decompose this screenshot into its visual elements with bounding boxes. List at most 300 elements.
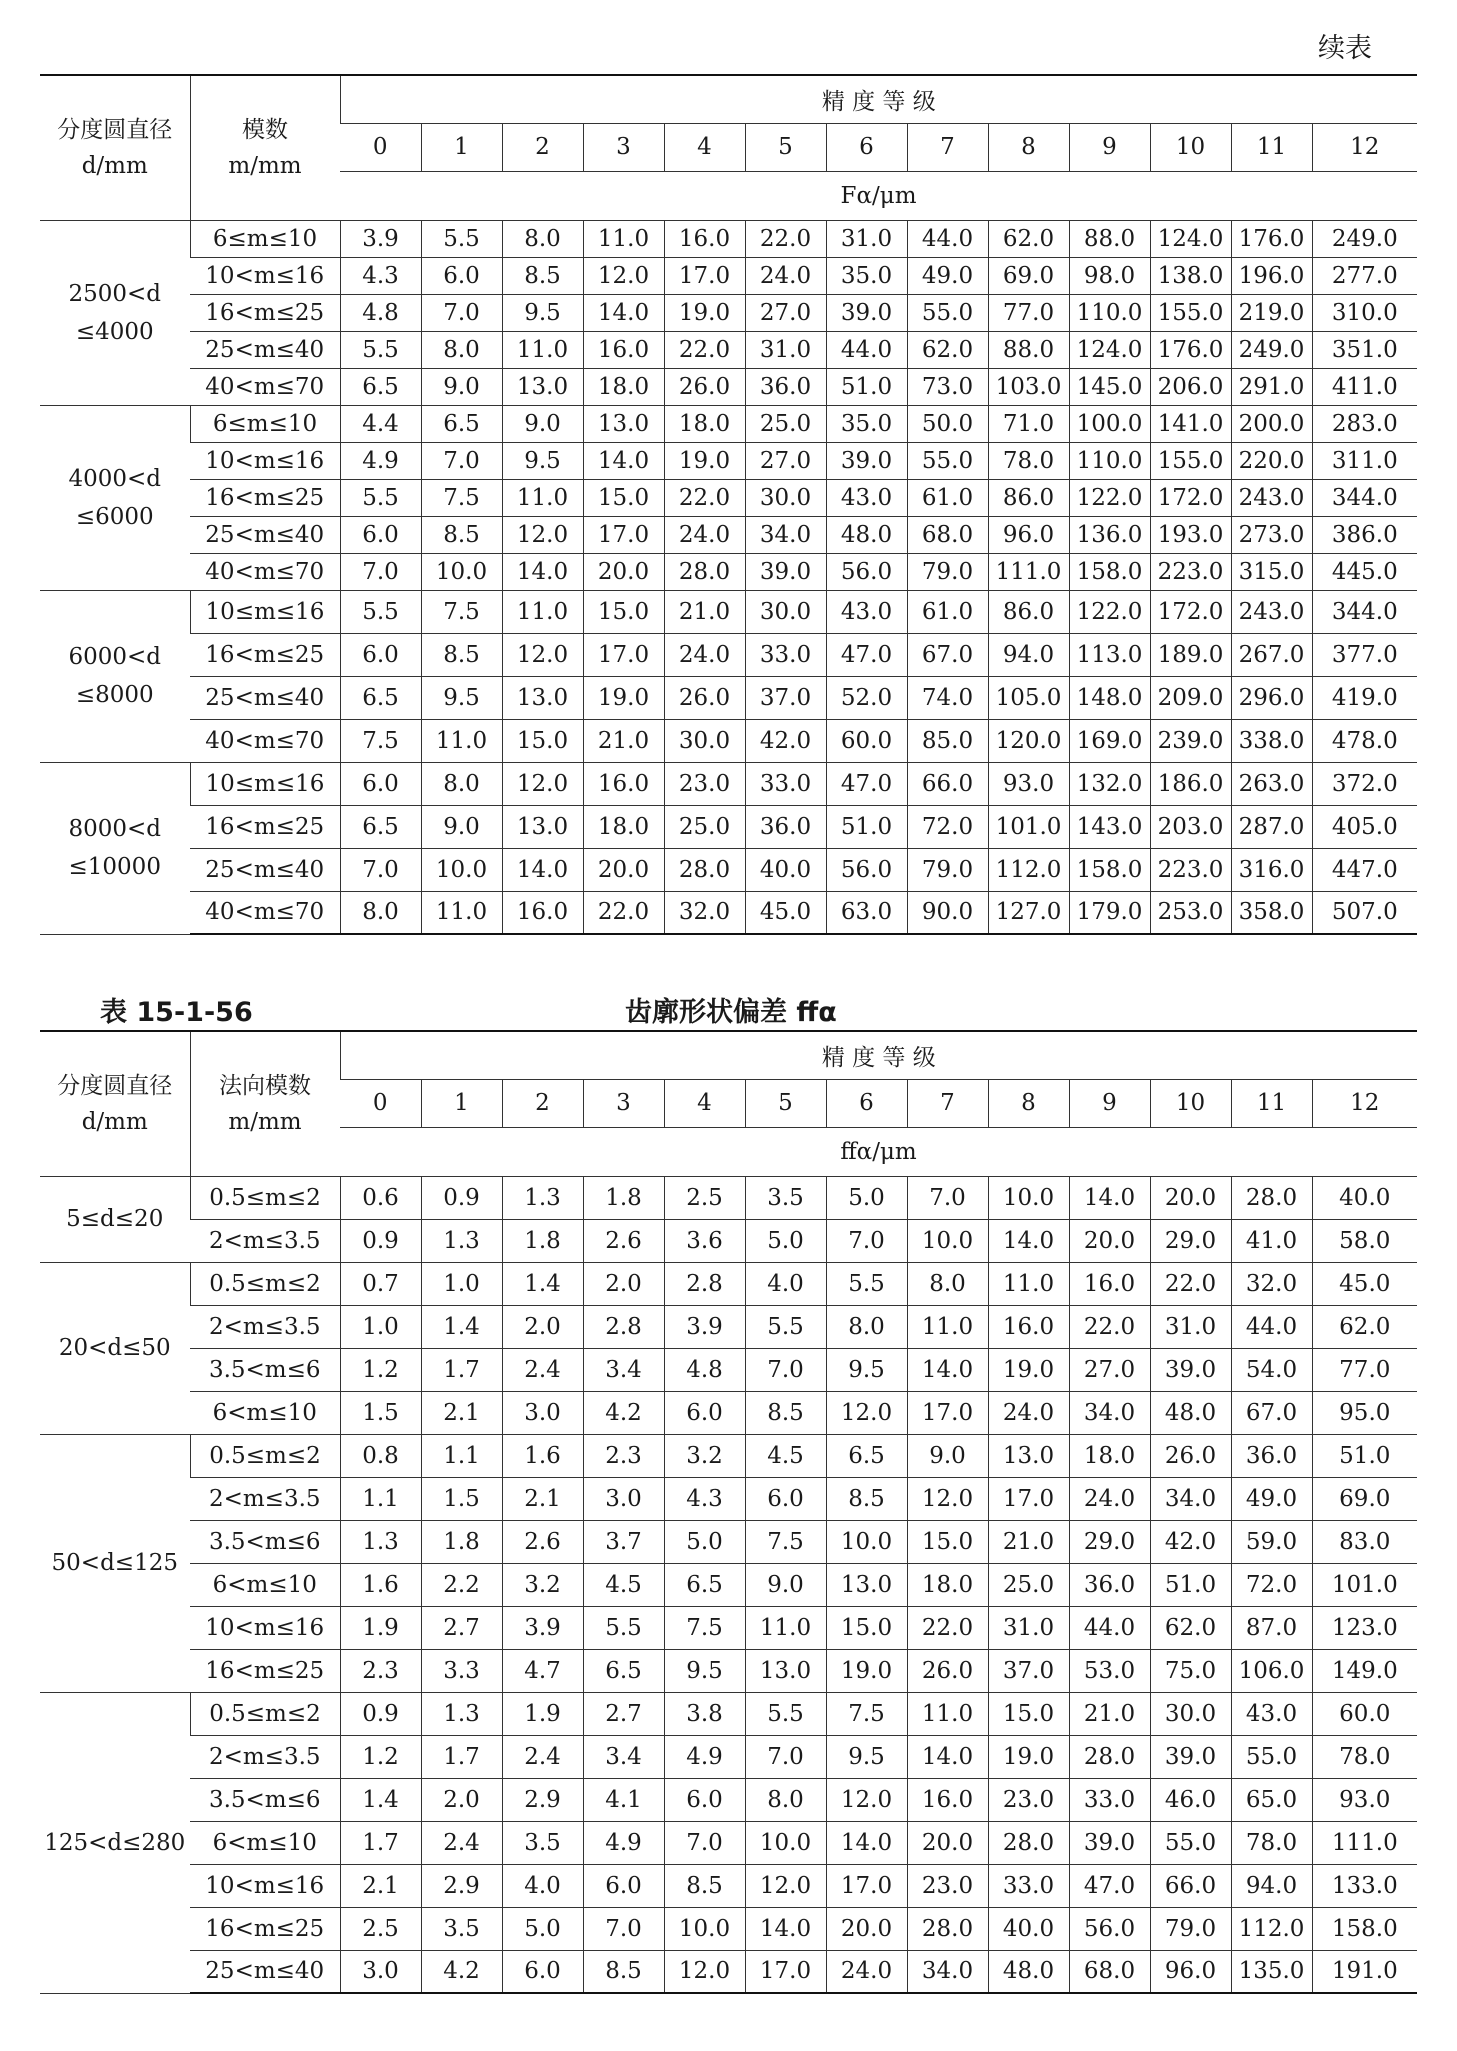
tolerance-value-cell: 110.0 bbox=[1069, 294, 1150, 331]
module-range-cell: 40<m≤70 bbox=[190, 553, 340, 590]
tolerance-value-cell: 7.5 bbox=[664, 1606, 745, 1649]
tolerance-value-cell: 14.0 bbox=[583, 442, 664, 479]
tolerance-value-cell: 11.0 bbox=[421, 891, 502, 934]
grade-col-header: 9 bbox=[1069, 123, 1150, 171]
tolerance-value-cell: 112.0 bbox=[988, 848, 1069, 891]
tolerance-value-cell: 62.0 bbox=[1312, 1305, 1417, 1348]
diameter-header bbox=[40, 1031, 190, 1176]
diameter-header bbox=[40, 75, 190, 220]
tolerance-value-cell: 351.0 bbox=[1312, 331, 1417, 368]
tolerance-value-cell: 7.0 bbox=[340, 848, 421, 891]
tolerance-value-cell: 18.0 bbox=[583, 368, 664, 405]
tolerance-value-cell: 27.0 bbox=[745, 442, 826, 479]
tolerance-value-cell: 3.3 bbox=[421, 1649, 502, 1692]
tolerance-value-cell: 28.0 bbox=[664, 553, 745, 590]
tolerance-value-cell: 138.0 bbox=[1150, 257, 1231, 294]
tolerance-value-cell: 478.0 bbox=[1312, 719, 1417, 762]
tolerance-value-cell: 47.0 bbox=[826, 762, 907, 805]
tolerance-value-cell: 12.0 bbox=[664, 1950, 745, 1993]
tolerance-value-cell: 88.0 bbox=[1069, 220, 1150, 257]
tolerance-value-cell: 30.0 bbox=[1150, 1692, 1231, 1735]
tolerance-value-cell: 1.8 bbox=[583, 1176, 664, 1219]
diameter-range-line: 50<d≤125 bbox=[51, 1550, 178, 1576]
tolerance-value-cell: 5.5 bbox=[340, 331, 421, 368]
tolerance-value-cell: 120.0 bbox=[988, 719, 1069, 762]
module-range-cell: 16<m≤25 bbox=[190, 805, 340, 848]
table-row bbox=[40, 516, 1417, 553]
tolerance-value-cell: 11.0 bbox=[907, 1305, 988, 1348]
tolerance-value-cell: 1.4 bbox=[421, 1305, 502, 1348]
tolerance-value-cell: 5.5 bbox=[421, 220, 502, 257]
tolerance-value-cell: 61.0 bbox=[907, 479, 988, 516]
tolerance-value-cell: 8.5 bbox=[664, 1864, 745, 1907]
tolerance-value-cell: 36.0 bbox=[745, 368, 826, 405]
tolerance-value-cell: 35.0 bbox=[826, 405, 907, 442]
tolerance-value-cell: 1.4 bbox=[502, 1262, 583, 1305]
tolerance-value-cell: 6.0 bbox=[664, 1778, 745, 1821]
tolerance-value-cell: 172.0 bbox=[1150, 590, 1231, 633]
module-header-unit: m/mm bbox=[228, 152, 302, 179]
tolerance-value-cell: 111.0 bbox=[1312, 1821, 1417, 1864]
tolerance-value-cell: 2.8 bbox=[664, 1262, 745, 1305]
tolerance-value-cell: 193.0 bbox=[1150, 516, 1231, 553]
tolerance-value-cell: 47.0 bbox=[826, 633, 907, 676]
diameter-range-line: ≤10000 bbox=[68, 854, 161, 880]
grade-col-header: 10 bbox=[1150, 1079, 1231, 1127]
module-range-cell: 0.5≤m≤2 bbox=[190, 1434, 340, 1477]
tolerance-value-cell: 358.0 bbox=[1231, 891, 1312, 934]
tolerance-value-cell: 24.0 bbox=[664, 516, 745, 553]
tolerance-value-cell: 68.0 bbox=[907, 516, 988, 553]
grade-col-header: 12 bbox=[1312, 123, 1417, 171]
tolerance-value-cell: 1.3 bbox=[421, 1692, 502, 1735]
tolerance-value-cell: 69.0 bbox=[1312, 1477, 1417, 1520]
diameter-range-line: ≤8000 bbox=[75, 682, 154, 708]
tolerance-value-cell: 2.4 bbox=[502, 1348, 583, 1391]
tolerance-value-cell: 132.0 bbox=[1069, 762, 1150, 805]
tolerance-value-cell: 73.0 bbox=[907, 368, 988, 405]
tolerance-value-cell: 54.0 bbox=[1231, 1348, 1312, 1391]
tolerance-value-cell: 43.0 bbox=[826, 479, 907, 516]
tolerance-value-cell: 16.0 bbox=[502, 891, 583, 934]
tolerance-value-cell: 200.0 bbox=[1231, 405, 1312, 442]
module-range-cell: 10<m≤16 bbox=[190, 1606, 340, 1649]
tolerance-value-cell: 44.0 bbox=[907, 220, 988, 257]
module-range-cell: 6<m≤10 bbox=[190, 1563, 340, 1606]
tolerance-value-cell: 2.4 bbox=[502, 1735, 583, 1778]
tolerance-value-cell: 22.0 bbox=[745, 220, 826, 257]
module-header-label: 法向模数 bbox=[219, 1072, 311, 1099]
module-range-cell: 16<m≤25 bbox=[190, 479, 340, 516]
tolerance-value-cell: 4.1 bbox=[583, 1778, 664, 1821]
tolerance-value-cell: 96.0 bbox=[988, 516, 1069, 553]
tolerance-value-cell: 20.0 bbox=[1150, 1176, 1231, 1219]
grade-header: 精 度 等 级 bbox=[340, 75, 1417, 123]
tolerance-value-cell: 39.0 bbox=[1150, 1735, 1231, 1778]
tolerance-value-cell: 62.0 bbox=[907, 331, 988, 368]
tolerance-value-cell: 9.0 bbox=[907, 1434, 988, 1477]
tolerance-value-cell: 296.0 bbox=[1231, 676, 1312, 719]
module-range-cell: 0.5≤m≤2 bbox=[190, 1692, 340, 1735]
tolerance-value-cell: 6.0 bbox=[745, 1477, 826, 1520]
tolerance-value-cell: 14.0 bbox=[907, 1735, 988, 1778]
tolerance-value-cell: 14.0 bbox=[1069, 1176, 1150, 1219]
table-row bbox=[40, 1821, 1417, 1864]
tolerance-value-cell: 6.0 bbox=[340, 633, 421, 676]
tolerance-value-cell: 2.4 bbox=[421, 1821, 502, 1864]
diameter-range-cell bbox=[40, 405, 190, 590]
tolerance-value-cell: 32.0 bbox=[664, 891, 745, 934]
tolerance-value-cell: 5.0 bbox=[502, 1907, 583, 1950]
diameter-range-line: 5≤d≤20 bbox=[66, 1206, 164, 1232]
table-row bbox=[40, 1176, 1417, 1219]
grade-col-header: 8 bbox=[988, 1079, 1069, 1127]
tolerance-value-cell: 24.0 bbox=[1069, 1477, 1150, 1520]
tolerance-value-cell: 62.0 bbox=[1150, 1606, 1231, 1649]
tolerance-value-cell: 136.0 bbox=[1069, 516, 1150, 553]
tolerance-value-cell: 33.0 bbox=[745, 633, 826, 676]
tolerance-value-cell: 1.7 bbox=[340, 1821, 421, 1864]
tolerance-value-cell: 291.0 bbox=[1231, 368, 1312, 405]
tolerance-value-cell: 267.0 bbox=[1231, 633, 1312, 676]
tolerance-value-cell: 33.0 bbox=[1069, 1778, 1150, 1821]
diameter-range-cell bbox=[40, 220, 190, 405]
module-range-cell: 25<m≤40 bbox=[190, 516, 340, 553]
tolerance-value-cell: 2.0 bbox=[502, 1305, 583, 1348]
tolerance-value-cell: 4.3 bbox=[340, 257, 421, 294]
table-row bbox=[40, 1391, 1417, 1434]
tolerance-value-cell: 3.4 bbox=[583, 1735, 664, 1778]
tolerance-value-cell: 55.0 bbox=[1150, 1821, 1231, 1864]
tolerance-value-cell: 17.0 bbox=[988, 1477, 1069, 1520]
tolerance-value-cell: 9.5 bbox=[664, 1649, 745, 1692]
tolerance-value-cell: 5.5 bbox=[583, 1606, 664, 1649]
tolerance-value-cell: 40.0 bbox=[1312, 1176, 1417, 1219]
table-row bbox=[40, 368, 1417, 405]
tolerance-value-cell: 8.0 bbox=[421, 331, 502, 368]
tolerance-value-cell: 1.7 bbox=[421, 1735, 502, 1778]
tolerance-value-cell: 34.0 bbox=[1069, 1391, 1150, 1434]
tolerance-value-cell: 12.0 bbox=[502, 633, 583, 676]
tolerance-value-cell: 14.0 bbox=[502, 848, 583, 891]
grade-col-header: 8 bbox=[988, 123, 1069, 171]
tolerance-value-cell: 24.0 bbox=[745, 257, 826, 294]
tolerance-value-cell: 17.0 bbox=[826, 1864, 907, 1907]
tolerance-value-cell: 133.0 bbox=[1312, 1864, 1417, 1907]
tolerance-value-cell: 21.0 bbox=[1069, 1692, 1150, 1735]
tolerance-value-cell: 16.0 bbox=[583, 331, 664, 368]
tolerance-value-cell: 344.0 bbox=[1312, 479, 1417, 516]
tolerance-value-cell: 0.9 bbox=[340, 1219, 421, 1262]
tolerance-value-cell: 86.0 bbox=[988, 590, 1069, 633]
tolerance-value-cell: 14.0 bbox=[907, 1348, 988, 1391]
tolerance-value-cell: 22.0 bbox=[907, 1606, 988, 1649]
tolerance-value-cell: 25.0 bbox=[664, 805, 745, 848]
tolerance-value-cell: 1.5 bbox=[340, 1391, 421, 1434]
tolerance-value-cell: 75.0 bbox=[1150, 1649, 1231, 1692]
tolerance-value-cell: 101.0 bbox=[988, 805, 1069, 848]
tolerance-value-cell: 12.0 bbox=[502, 516, 583, 553]
tolerance-value-cell: 78.0 bbox=[1231, 1821, 1312, 1864]
tolerance-value-cell: 40.0 bbox=[745, 848, 826, 891]
tolerance-value-cell: 39.0 bbox=[826, 442, 907, 479]
table-row bbox=[40, 1434, 1417, 1477]
tolerance-value-cell: 4.7 bbox=[502, 1649, 583, 1692]
tolerance-value-cell: 149.0 bbox=[1312, 1649, 1417, 1692]
tolerance-value-cell: 19.0 bbox=[664, 442, 745, 479]
tolerance-value-cell: 40.0 bbox=[988, 1907, 1069, 1950]
tolerance-value-cell: 103.0 bbox=[988, 368, 1069, 405]
module-range-cell: 0.5≤m≤2 bbox=[190, 1262, 340, 1305]
tolerance-value-cell: 7.0 bbox=[907, 1176, 988, 1219]
tolerance-value-cell: 206.0 bbox=[1150, 368, 1231, 405]
tolerance-value-cell: 6.5 bbox=[664, 1563, 745, 1606]
tolerance-value-cell: 47.0 bbox=[1069, 1864, 1150, 1907]
tolerance-value-cell: 3.7 bbox=[583, 1520, 664, 1563]
tolerance-value-cell: 316.0 bbox=[1231, 848, 1312, 891]
diameter-range-line: 4000<d bbox=[68, 465, 162, 492]
module-range-cell: 6≤m≤10 bbox=[190, 220, 340, 257]
tolerance-value-cell: 1.0 bbox=[421, 1262, 502, 1305]
module-range-cell: 2<m≤3.5 bbox=[190, 1305, 340, 1348]
tolerance-value-cell: 16.0 bbox=[1069, 1262, 1150, 1305]
tolerance-value-cell: 61.0 bbox=[907, 590, 988, 633]
table-row bbox=[40, 294, 1417, 331]
tolerance-value-cell: 2.9 bbox=[502, 1778, 583, 1821]
tolerance-value-cell: 158.0 bbox=[1312, 1907, 1417, 1950]
tolerance-value-cell: 46.0 bbox=[1150, 1778, 1231, 1821]
tolerance-value-cell: 11.0 bbox=[502, 479, 583, 516]
tolerance-value-cell: 158.0 bbox=[1069, 848, 1150, 891]
tolerance-value-cell: 5.5 bbox=[340, 479, 421, 516]
tolerance-value-cell: 158.0 bbox=[1069, 553, 1150, 590]
tolerance-value-cell: 28.0 bbox=[988, 1821, 1069, 1864]
tolerance-value-cell: 18.0 bbox=[583, 805, 664, 848]
tolerance-value-cell: 34.0 bbox=[1150, 1477, 1231, 1520]
tolerance-value-cell: 219.0 bbox=[1231, 294, 1312, 331]
tolerance-value-cell: 1.4 bbox=[340, 1778, 421, 1821]
tolerance-value-cell: 239.0 bbox=[1150, 719, 1231, 762]
tolerance-value-cell: 1.5 bbox=[421, 1477, 502, 1520]
tolerance-value-cell: 26.0 bbox=[1150, 1434, 1231, 1477]
tolerance-value-cell: 8.5 bbox=[583, 1950, 664, 1993]
tolerance-value-cell: 9.5 bbox=[502, 294, 583, 331]
tolerance-value-cell: 20.0 bbox=[1069, 1219, 1150, 1262]
tolerance-value-cell: 30.0 bbox=[745, 590, 826, 633]
tolerance-value-cell: 21.0 bbox=[988, 1520, 1069, 1563]
tolerance-value-cell: 26.0 bbox=[664, 676, 745, 719]
tolerance-value-cell: 10.0 bbox=[826, 1520, 907, 1563]
tolerance-value-cell: 141.0 bbox=[1150, 405, 1231, 442]
tolerance-value-cell: 3.6 bbox=[664, 1219, 745, 1262]
tolerance-value-cell: 18.0 bbox=[1069, 1434, 1150, 1477]
tolerance-value-cell: 191.0 bbox=[1312, 1950, 1417, 1993]
tolerance-value-cell: 6.5 bbox=[340, 676, 421, 719]
tolerance-value-cell: 31.0 bbox=[745, 331, 826, 368]
module-range-cell: 40<m≤70 bbox=[190, 719, 340, 762]
diameter-header-label: 分度圆直径 bbox=[57, 116, 173, 143]
module-range-cell: 16<m≤25 bbox=[190, 1907, 340, 1950]
table-row bbox=[40, 1520, 1417, 1563]
tolerance-value-cell: 186.0 bbox=[1150, 762, 1231, 805]
diameter-range-cell bbox=[40, 1176, 190, 1262]
tolerance-value-cell: 14.0 bbox=[988, 1219, 1069, 1262]
tolerance-value-cell: 65.0 bbox=[1231, 1778, 1312, 1821]
tolerance-value-cell: 5.5 bbox=[745, 1305, 826, 1348]
tolerance-value-cell: 44.0 bbox=[1069, 1606, 1150, 1649]
grade-col-header: 12 bbox=[1312, 1079, 1417, 1127]
tolerance-value-cell: 124.0 bbox=[1150, 220, 1231, 257]
tolerance-value-cell: 22.0 bbox=[664, 479, 745, 516]
tolerance-value-cell: 21.0 bbox=[583, 719, 664, 762]
tolerance-value-cell: 3.5 bbox=[502, 1821, 583, 1864]
tolerance-value-cell: 2.1 bbox=[340, 1864, 421, 1907]
tolerance-value-cell: 13.0 bbox=[988, 1434, 1069, 1477]
tolerance-value-cell: 2.6 bbox=[502, 1520, 583, 1563]
tolerance-value-cell: 66.0 bbox=[907, 762, 988, 805]
tolerance-value-cell: 11.0 bbox=[988, 1262, 1069, 1305]
table-row bbox=[40, 1305, 1417, 1348]
module-range-cell: 16<m≤25 bbox=[190, 1649, 340, 1692]
tolerance-value-cell: 7.0 bbox=[664, 1821, 745, 1864]
tolerance-value-cell: 85.0 bbox=[907, 719, 988, 762]
tolerance-value-cell: 6.0 bbox=[340, 516, 421, 553]
tolerance-value-cell: 79.0 bbox=[1150, 1907, 1231, 1950]
tolerance-value-cell: 2.3 bbox=[340, 1649, 421, 1692]
tolerance-value-cell: 220.0 bbox=[1231, 442, 1312, 479]
tolerance-value-cell: 10.0 bbox=[421, 848, 502, 891]
tolerance-value-cell: 7.0 bbox=[745, 1735, 826, 1778]
tolerance-value-cell: 3.5 bbox=[421, 1907, 502, 1950]
tolerance-value-cell: 15.0 bbox=[907, 1520, 988, 1563]
tolerance-value-cell: 3.9 bbox=[502, 1606, 583, 1649]
tolerance-value-cell: 67.0 bbox=[1231, 1391, 1312, 1434]
tolerance-value-cell: 4.2 bbox=[583, 1391, 664, 1434]
grade-col-header: 2 bbox=[502, 1079, 583, 1127]
tolerance-value-cell: 12.0 bbox=[826, 1391, 907, 1434]
tolerance-value-cell: 2.6 bbox=[583, 1219, 664, 1262]
tolerance-value-cell: 372.0 bbox=[1312, 762, 1417, 805]
tolerance-value-cell: 66.0 bbox=[1150, 1864, 1231, 1907]
tolerance-value-cell: 110.0 bbox=[1069, 442, 1150, 479]
tolerance-value-cell: 3.4 bbox=[583, 1348, 664, 1391]
tolerance-value-cell: 11.0 bbox=[745, 1606, 826, 1649]
module-range-cell: 2<m≤3.5 bbox=[190, 1477, 340, 1520]
table-row bbox=[40, 1262, 1417, 1305]
tolerance-value-cell: 7.5 bbox=[421, 590, 502, 633]
tolerance-value-cell: 9.5 bbox=[826, 1735, 907, 1778]
module-range-cell: 10<m≤16 bbox=[190, 257, 340, 294]
table-row bbox=[40, 1563, 1417, 1606]
tolerance-value-cell: 14.0 bbox=[745, 1907, 826, 1950]
table-row bbox=[40, 719, 1417, 762]
tolerance-value-cell: 405.0 bbox=[1312, 805, 1417, 848]
tolerance-value-cell: 6.0 bbox=[664, 1391, 745, 1434]
tolerance-value-cell: 189.0 bbox=[1150, 633, 1231, 676]
continued-label: 续表 bbox=[1318, 33, 1372, 64]
tolerance-value-cell: 17.0 bbox=[583, 516, 664, 553]
tolerance-value-cell: 1.3 bbox=[502, 1176, 583, 1219]
tolerance-value-cell: 145.0 bbox=[1069, 368, 1150, 405]
tolerance-value-cell: 277.0 bbox=[1312, 257, 1417, 294]
tolerance-value-cell: 2.1 bbox=[421, 1391, 502, 1434]
tolerance-value-cell: 34.0 bbox=[745, 516, 826, 553]
tolerance-value-cell: 7.5 bbox=[745, 1520, 826, 1563]
grade-col-header: 5 bbox=[745, 1079, 826, 1127]
tolerance-value-cell: 23.0 bbox=[907, 1864, 988, 1907]
tolerance-value-cell: 67.0 bbox=[907, 633, 988, 676]
tolerance-value-cell: 6.0 bbox=[583, 1864, 664, 1907]
tolerance-value-cell: 11.0 bbox=[421, 719, 502, 762]
tolerance-value-cell: 7.0 bbox=[340, 553, 421, 590]
tolerance-value-cell: 203.0 bbox=[1150, 805, 1231, 848]
table-row bbox=[40, 1778, 1417, 1821]
grade-col-header: 7 bbox=[907, 1079, 988, 1127]
tolerance-value-cell: 100.0 bbox=[1069, 405, 1150, 442]
tolerance-value-cell: 176.0 bbox=[1150, 331, 1231, 368]
tolerance-value-cell: 2.7 bbox=[421, 1606, 502, 1649]
tolerance-value-cell: 20.0 bbox=[907, 1821, 988, 1864]
tolerance-value-cell: 3.2 bbox=[502, 1563, 583, 1606]
table-row bbox=[40, 676, 1417, 719]
tolerance-value-cell: 106.0 bbox=[1231, 1649, 1312, 1692]
tolerance-value-cell: 43.0 bbox=[826, 590, 907, 633]
tolerance-value-cell: 19.0 bbox=[826, 1649, 907, 1692]
tolerance-value-cell: 8.0 bbox=[502, 220, 583, 257]
tolerance-value-cell: 93.0 bbox=[1312, 1778, 1417, 1821]
tolerance-value-cell: 6.5 bbox=[826, 1434, 907, 1477]
module-range-cell: 3.5<m≤6 bbox=[190, 1348, 340, 1391]
tolerance-value-cell: 51.0 bbox=[1150, 1563, 1231, 1606]
tolerance-value-cell: 6.5 bbox=[583, 1649, 664, 1692]
tolerance-value-cell: 60.0 bbox=[1312, 1692, 1417, 1735]
tolerance-value-cell: 12.0 bbox=[745, 1864, 826, 1907]
grade-col-header: 1 bbox=[421, 123, 502, 171]
tolerance-value-cell: 10.0 bbox=[907, 1219, 988, 1262]
tolerance-value-cell: 148.0 bbox=[1069, 676, 1150, 719]
tolerance-value-cell: 74.0 bbox=[907, 676, 988, 719]
tolerance-value-cell: 4.5 bbox=[745, 1434, 826, 1477]
module-range-cell: 16<m≤25 bbox=[190, 294, 340, 331]
tolerance-value-cell: 29.0 bbox=[1069, 1520, 1150, 1563]
grade-col-header: 11 bbox=[1231, 1079, 1312, 1127]
tolerance-value-cell: 4.8 bbox=[340, 294, 421, 331]
diameter-range-cell bbox=[40, 1692, 190, 1993]
tolerance-value-cell: 83.0 bbox=[1312, 1520, 1417, 1563]
tolerance-value-cell: 18.0 bbox=[664, 405, 745, 442]
tolerance-value-cell: 4.4 bbox=[340, 405, 421, 442]
module-header-label: 模数 bbox=[242, 116, 288, 143]
tolerance-value-cell: 4.5 bbox=[583, 1563, 664, 1606]
tolerance-value-cell: 33.0 bbox=[745, 762, 826, 805]
tolerance-value-cell: 0.8 bbox=[340, 1434, 421, 1477]
tolerance-value-cell: 344.0 bbox=[1312, 590, 1417, 633]
module-range-cell: 10<m≤16 bbox=[190, 442, 340, 479]
tolerance-value-cell: 3.9 bbox=[340, 220, 421, 257]
tolerance-value-cell: 56.0 bbox=[826, 848, 907, 891]
tolerance-value-cell: 1.2 bbox=[340, 1348, 421, 1391]
tolerance-value-cell: 377.0 bbox=[1312, 633, 1417, 676]
tolerance-value-cell: 77.0 bbox=[988, 294, 1069, 331]
tolerance-value-cell: 28.0 bbox=[664, 848, 745, 891]
tolerance-value-cell: 39.0 bbox=[745, 553, 826, 590]
tolerance-table-f-alpha bbox=[40, 74, 1417, 935]
diameter-range-cell bbox=[40, 762, 190, 934]
tolerance-value-cell: 51.0 bbox=[1312, 1434, 1417, 1477]
tolerance-value-cell: 39.0 bbox=[1150, 1348, 1231, 1391]
tolerance-value-cell: 10.0 bbox=[745, 1821, 826, 1864]
tolerance-value-cell: 58.0 bbox=[1312, 1219, 1417, 1262]
